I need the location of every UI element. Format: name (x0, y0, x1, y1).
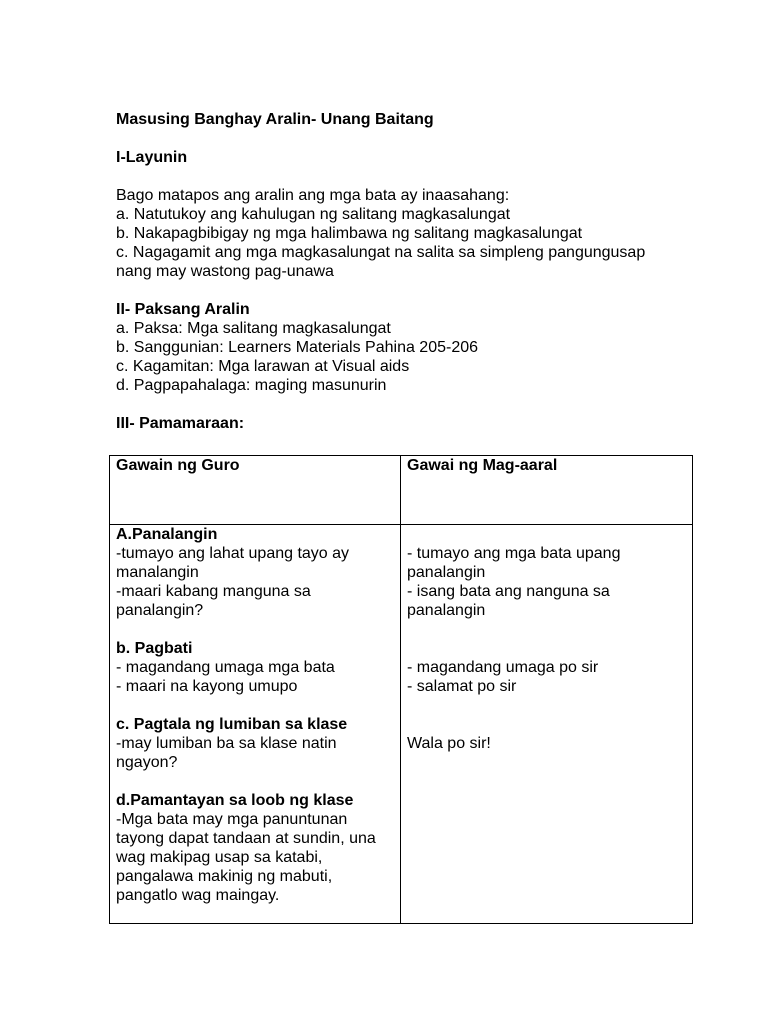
magaaral-column-header: Gawai ng Mag-aaral (407, 457, 558, 474)
magaaral-line: Wala po sir! (407, 735, 491, 752)
guro-cell (110, 525, 401, 924)
guro-line: -maari kabang manguna sa (116, 583, 311, 600)
section-heading-layunin: I-Layunin (116, 149, 188, 166)
magaaral-line: panalangin (407, 602, 486, 619)
magaaral-line: - tumayo ang mga bata upang (407, 545, 621, 562)
paksa-item: a. Paksa: Mga salitang magkasalungat (116, 320, 391, 337)
section-heading-pamamaraan: III- Pamamaraan: (116, 415, 245, 432)
pamamaraan-table (109, 455, 693, 924)
guro-line: -may lumiban ba sa klase natin (116, 735, 337, 752)
magaaral-cell (401, 525, 693, 924)
layunin-item: a. Natutukoy ang kahulugan ng salitang magkasalungat (116, 206, 511, 223)
panalangin-heading: A.Panalangin (116, 526, 218, 543)
pamantayan-heading: d.Pamantayan sa loob ng klase (116, 792, 354, 809)
layunin-item: b. Nakapagbibigay ng mga halimbawa ng salitang magkasalungat (116, 225, 583, 242)
guro-line: pangalawa makinig ng mabuti, (116, 868, 333, 885)
table-header-cell (110, 456, 401, 525)
paksa-item: c. Kagamitan: Mga larawan at Visual aids (116, 358, 410, 375)
pagbati-heading: b. Pagbati (116, 640, 193, 657)
document-title: Masusing Banghay Aralin- Unang Baitang (116, 111, 434, 128)
guro-line: manalangin (116, 564, 199, 581)
guro-line: wag makipag usap sa katabi, (116, 849, 323, 866)
table-header-cell (401, 456, 693, 525)
table-header-row (110, 456, 693, 525)
magaaral-line: - salamat po sir (407, 678, 517, 695)
guro-line: tayong dapat tandaan at sundin, una (116, 830, 376, 847)
section-heading-paksang-aralin: II- Paksang Aralin (116, 301, 250, 318)
guro-line: - magandang umaga mga bata (116, 659, 335, 676)
guro-line: -tumayo ang lahat upang tayo ay (116, 545, 350, 562)
magaaral-line: - isang bata ang nanguna sa (407, 583, 610, 600)
guro-line: pangatlo wag maingay. (116, 887, 280, 904)
guro-column-header: Gawain ng Guro (116, 457, 240, 474)
guro-line: panalangin? (116, 602, 204, 619)
pagtala-heading: c. Pagtala ng lumiban sa klase (116, 716, 348, 733)
paksa-item: d. Pagpapahalaga: maging masunurin (116, 377, 387, 394)
magaaral-line: - magandang umaga po sir (407, 659, 599, 676)
layunin-intro: Bago matapos ang aralin ang mga bata ay inaasahang: (116, 187, 510, 204)
layunin-item-continued: nang may wastong pag-unawa (116, 263, 334, 280)
magaaral-line: panalangin (407, 564, 486, 581)
paksa-item: b. Sanggunian: Learners Materials Pahina 205-206 (116, 339, 479, 356)
guro-line: -Mga bata may mga panuntunan (116, 811, 348, 828)
layunin-item: c. Nagagamit ang mga magkasalungat na salita sa simpleng pangungusap (116, 244, 646, 261)
guro-line: ngayon? (116, 754, 178, 771)
guro-line: - maari na kayong umupo (116, 678, 298, 695)
document-page (116, 110, 692, 433)
table-row (110, 525, 693, 924)
